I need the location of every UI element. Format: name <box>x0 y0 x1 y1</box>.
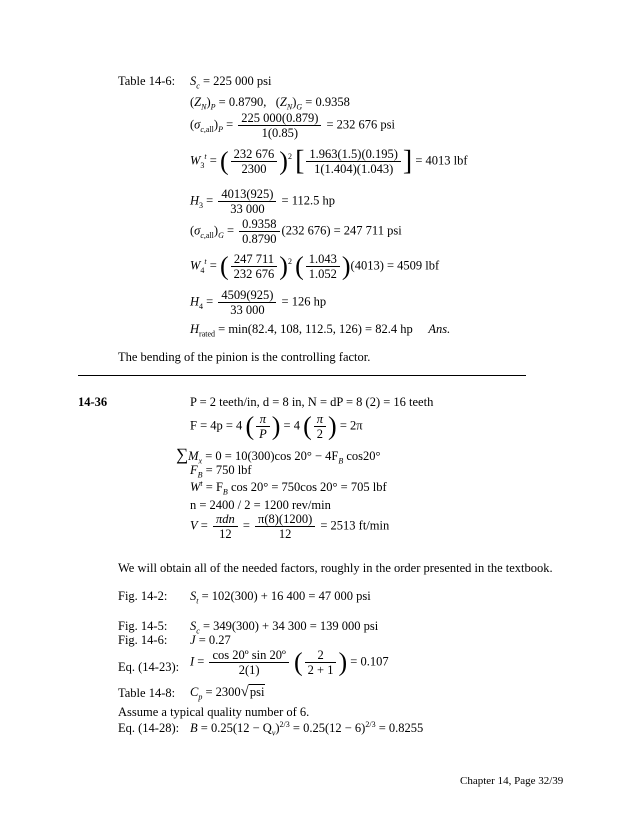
w3-eq: $W_3^t$ = ( $\frac{232 676}{2300}$ )$^2$ [ $\frac{1.963(1.5)(0.195)}{1(1.404)(1.043)}$ ] = 4013 lbf <box>190 145 468 177</box>
fig146-label: Fig. 14-6: <box>118 633 168 647</box>
intro-text: We will obtain all of the needed factors, roughly in the order presented in the textbook. <box>118 561 553 575</box>
hrated-eq: $H_{rated} = \min(82.4$, 108, 112.5, 126) = 82.4 hp Ans. <box>190 322 451 339</box>
eq1423-label: Eq. (14-23): <box>118 660 180 674</box>
zn-line: $(Z_N)_P = 0.8790$, $(Z_N)_G = 0.9358$ <box>190 95 350 112</box>
fb-eq: $F_B = 750$ lbf <box>190 463 252 480</box>
sigma-g-eq: $(\sigma_{c,all})_G$ = $\frac{0.9358}{0.8790}$ (232 676) = 247 711 psi <box>190 217 402 246</box>
table146-label: Table 14-6: <box>118 74 176 88</box>
fig142-label: Fig. 14-2: <box>118 589 168 603</box>
h4-eq: $H_4$ = $\frac{4509(925)}{33 000}$ = 126 hp <box>190 288 327 317</box>
sc-line: $S_c = 225$ 000 psi <box>190 74 272 91</box>
section-divider <box>78 375 526 376</box>
sigma-p-eq: $(\sigma_{c,all})_P$ = $\frac{225 000(0.879)}{1(0.85)}$ = 232 676 psi <box>190 111 395 140</box>
table148-label: Table 14-8: <box>118 686 176 700</box>
given-line: P = 2 teeth/in, d = 8 in, N = dP = 8 (2) = 16 teeth <box>190 395 434 409</box>
cp-eq: $C_p = 2300√psi$ <box>190 684 265 702</box>
moment-eq: $\sum M_x = 0 = 10(300)\cos$ $20^\circ - 4F_B$ cos20° <box>176 445 381 466</box>
n-eq: n = 2400 / 2 = 1200 rev/min <box>190 498 331 512</box>
quality-text: Assume a typical quality number of 6. <box>118 705 310 719</box>
fig142-eq: $S_t = 102(300) + 16$ 400 = 47 000 psi <box>190 589 371 606</box>
problem-number: 14-36 <box>78 395 108 409</box>
fig145-eq: $S_c = 349(300) + 34$ 300 = 139 000 psi <box>190 619 379 636</box>
h3-eq: $H_3$ = $\frac{4013(925)}{33 000}$ = 112.5 hp <box>190 187 336 216</box>
b-eq: $B = 0.25(12 - Q_v)^{2/3} = 0.25(12 - 6)^{2/3} = 0.8255$ <box>190 719 424 738</box>
fig146-eq: J = 0.27 <box>190 633 231 647</box>
conclusion-text: The bending of the pinion is the controlling factor. <box>118 350 371 364</box>
w4-eq: $W_4^t$ = ( $\frac{247 711}{232 676}$ )$^2$ ( $\frac{1.043}{1.052}$ )(4013) = 4509 lbf <box>190 251 440 281</box>
i-eq: I = $\frac{\text{cos 20º sin 20º}}{2(1)}$ ( $\frac{2}{2 + 1}$ ) = 0.107 <box>190 647 389 677</box>
ans-label: Ans. <box>428 322 451 336</box>
eq1428-label: Eq. (14-28): <box>118 721 180 735</box>
fig145-label: Fig. 14-5: <box>118 619 168 633</box>
f-eq: F = 4p = 4 ( $\frac{\pi}{P}$ ) = 4 ( $\frac{\pi}{2}$ ) = 2π <box>190 411 363 441</box>
page-footer: Chapter 14, Page 32/39 <box>460 775 564 787</box>
wt-eq: $W^t = F_B$ cos 20° = 750cos 20° = 705 lbf <box>190 478 387 497</box>
v-eq: V = $\frac{\text{πdn}}{12}$ = $\frac{\pi(8)(1200)}{12}$ = 2513 ft/min <box>190 512 390 541</box>
